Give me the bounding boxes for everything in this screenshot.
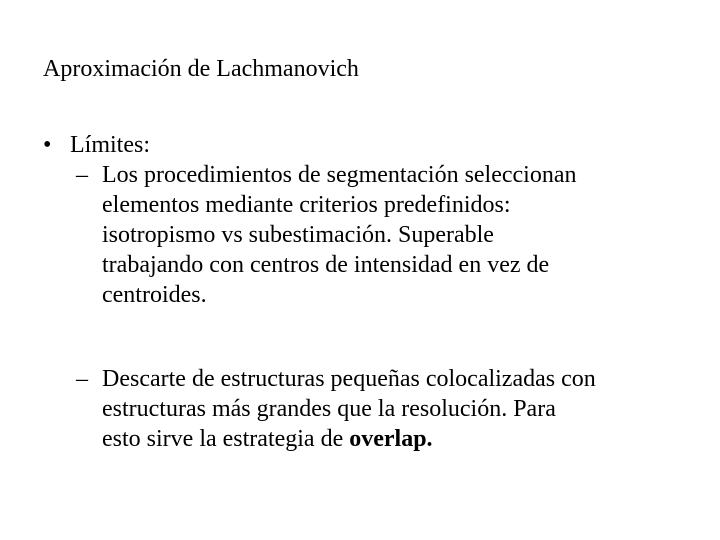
sub-item-line: isotropismo vs subestimación. Superable <box>102 222 494 248</box>
slide-title: Aproximación de Lachmanovich <box>43 56 359 82</box>
sub-item-line: elementos mediante criterios predefinidos: <box>102 192 511 218</box>
sub-item-line: centroides. <box>102 282 207 308</box>
bullet-limites <box>43 130 150 160</box>
dash-icon: – <box>76 366 88 392</box>
sub-item-line: Descarte de estructuras pequeñas colocalizadas con <box>102 366 596 392</box>
sub-item-line: trabajando con centros de intensidad en vez de <box>102 252 550 278</box>
dash-icon: – <box>76 162 88 188</box>
sub-item-descarte <box>76 364 596 454</box>
overlap-term: overlap. <box>349 426 433 452</box>
bullet-label: Límites: <box>70 132 150 158</box>
sub-item-segmentation <box>76 160 577 310</box>
sub-item-line: estructuras más grandes que la resolución. Para <box>102 396 556 422</box>
sub-item-line: Los procedimientos de segmentación seleccionan <box>102 162 577 188</box>
sub-item-text: esto sirve la estrategia de <box>102 426 350 452</box>
sub-item-line-last <box>76 424 596 454</box>
bullet-icon: • <box>43 132 52 158</box>
